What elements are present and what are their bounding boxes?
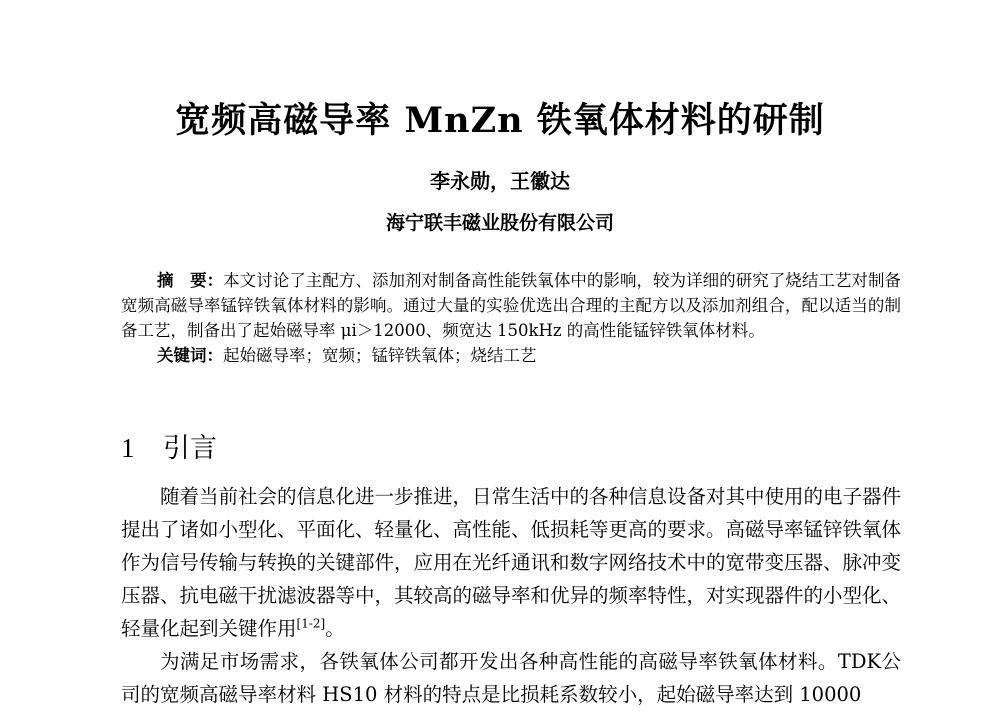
abstract-paragraph (121, 268, 901, 343)
abstract-label: 摘 要： (157, 271, 224, 290)
paper-title: 宽频高磁导率 MnZn 铁氧体材料的研制 (175, 100, 825, 141)
abstract-text: 本文讨论了主配方、添加剂对制备高性能铁氧体中的影响，较为详细的研究了烧结工艺对制备宽频高磁导率锰锌铁氧体材料的影响。通过大量的实验优选出合理的主配方以及添加剂组合，配以适当的制备工艺，制备出了起始磁导率 μi＞12000、频宽达 150kHz 的高性能锰锌铁氧体材料。 (121, 271, 902, 340)
section-heading (121, 426, 217, 465)
paragraph-1 (121, 480, 901, 645)
paragraph-2 (121, 645, 901, 711)
paragraph-2-text: 为满足市场需求，各铁氧体公司都开发出各种高性能的高磁导率铁氧体材料。TDK公司的宽频高磁导率材料 HS10 材料的特点是比损耗系数较小，起始磁导率达到 10000 (121, 650, 901, 706)
section-title: 引言 (163, 433, 217, 464)
paragraph-1-text: 随着当前社会的信息化进一步推进，日常生活中的各种信息设备对其中使用的电子器件提出了诸如小型化、平面化、轻量化、高性能、低损耗等更高的要求。高磁导率锰锌铁氧体作为信号传输与转换的关键部件，应用在光纤通讯和数字网络技术中的宽带变压器、脉冲变压器、抗电磁干扰滤波器等中，其较高的磁导率和优异的频率特性，对实现器件的小型化、轻量化起到关键作用 (121, 485, 902, 640)
affiliation: 海宁联丰磁业股份有限公司 (385, 212, 614, 234)
authors: 李永勋，王徽达 (430, 169, 570, 193)
body-text (121, 480, 901, 711)
citation-ref: [1-2] (296, 616, 326, 631)
keywords-label: 关键词： (157, 346, 223, 365)
paragraph-1-end: 。 (325, 617, 345, 640)
keywords-text: 起始磁导率；宽频；锰锌铁氧体；烧结工艺 (223, 346, 537, 365)
section-number: 1 (121, 433, 135, 463)
keywords-paragraph (121, 343, 901, 368)
abstract-block (121, 268, 901, 368)
